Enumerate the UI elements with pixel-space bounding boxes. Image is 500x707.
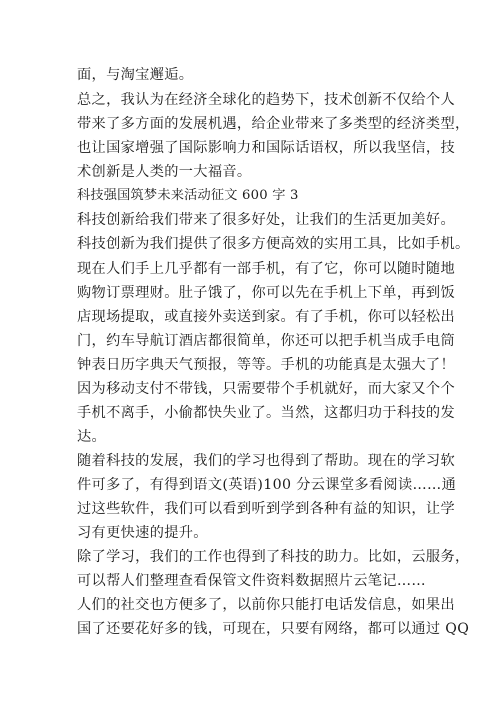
- text-line: 手机不离手，小偷都快失业了。当然，这都归功于科技的发: [77, 405, 455, 421]
- text-line: 除了学习，我们的工作也得到了科技的助力。比如，云服务，: [77, 549, 470, 565]
- text-line: 可以帮人们整理查看保管文件资料数据照片云笔记……: [77, 573, 426, 589]
- text-line: 随着科技的发展，我们的学习也得到了帮助。现在的学习软: [77, 453, 455, 469]
- text-line: 现在人们手上几乎都有一部手机，有了它，你可以随时随地: [77, 261, 455, 277]
- text-line: 国了还要花好多的钱，可现在，只要有网络，都可以通过 QQ: [77, 621, 470, 637]
- text-line: 因为移动支付不带钱，只需要带个手机就好，而大家又个个: [77, 381, 455, 397]
- text-line: 门，约车导航订酒店都很简单，你还可以把手机当成手电筒: [77, 333, 455, 349]
- text-line: 术创新是人类的一大福音。: [77, 164, 252, 180]
- text-line: 店现场提取，或直接外卖送到家。有了手机，你可以轻松出: [77, 309, 455, 325]
- text-line: 也让国家增强了国际影响力和国际话语权，所以我坚信，技: [77, 140, 455, 156]
- text-line: 科技创新为我们提供了很多方便高效的实用工具，比如手机。: [77, 236, 470, 252]
- section-heading: 科技强国筑梦未来活动征文 600 字 3: [77, 188, 299, 203]
- text-line: 习有更快速的提升。: [77, 525, 208, 541]
- text-line: 过这些软件，我们可以看到听到学到各种有益的知识，让学: [77, 501, 455, 517]
- text-line: 总之，我认为在经济全球化的趋势下，技术创新不仅给个人: [77, 92, 455, 108]
- text-line: 件可多了，有得到语文(英语)100 分云课堂多看阅读……通: [77, 477, 457, 493]
- text-line: 科技创新给我们带来了很多好处，让我们的生活更加美好。: [77, 212, 455, 228]
- text-line: 钟表日历字典天气预报，等等。手机的功能真是太强大了！: [77, 357, 455, 373]
- text-line: 达。: [77, 429, 107, 445]
- text-line: 人们的社交也方便多了，以前你只能打电话发信息，如果出: [77, 597, 455, 613]
- text-line: 面，与淘宝邂逅。: [77, 67, 194, 83]
- text-line: 带来了多方面的发展机遇，给企业带来了多类型的经济类型，: [77, 116, 470, 132]
- text-line: 购物订票理财。肚子饿了，你可以先在手机上下单，再到饭: [77, 285, 455, 301]
